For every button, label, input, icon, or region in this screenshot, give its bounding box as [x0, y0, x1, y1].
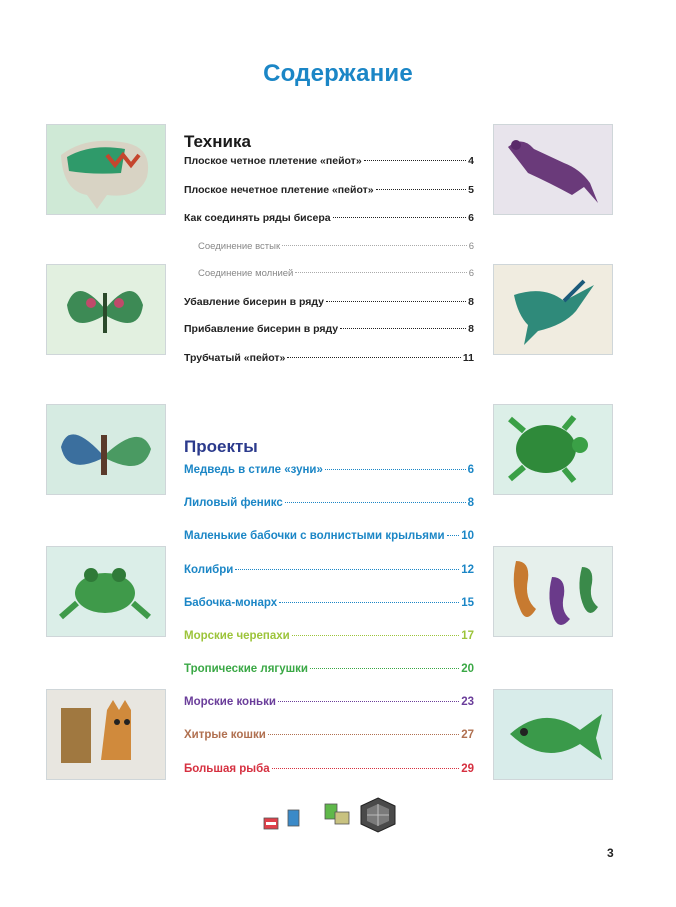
toc-subentry[interactable] — [198, 268, 474, 279]
project-entry[interactable] — [184, 564, 474, 576]
toc-entry-page: 10 — [461, 530, 474, 542]
page-title: Содержание — [263, 60, 413, 87]
toc-entry-label: Тропические лягушки — [184, 663, 308, 675]
toc-entry[interactable] — [184, 323, 474, 335]
project-entry[interactable] — [184, 763, 474, 775]
seahorse-photo — [493, 546, 613, 637]
hummingbird-photo — [493, 264, 613, 355]
zuni-bear-photo — [46, 124, 166, 215]
toc-entry-page: 8 — [468, 296, 474, 308]
toc-entry-label: Большая рыба — [184, 763, 270, 775]
toc-entry-label: Как соединять ряды бисера — [184, 212, 331, 224]
toc-entry-label: Морские коньки — [184, 696, 276, 708]
toc-entry-label: Лиловый феникс — [184, 497, 283, 509]
toc-entry-label: Морские черепахи — [184, 630, 290, 642]
toc-entry[interactable] — [184, 155, 474, 167]
wavy-butterfly-photo — [46, 404, 166, 495]
toc-entry-page: 15 — [461, 597, 474, 609]
toc-entry[interactable] — [184, 296, 474, 308]
toc-entry-label: Бабочка-монарх — [184, 597, 278, 609]
project-entry[interactable] — [184, 597, 474, 609]
cats-photo — [46, 689, 166, 780]
toc-entry-label: Прибавление бисерин в ряду — [184, 323, 339, 335]
toc-entry-page: 5 — [468, 184, 474, 196]
toc-entry-page: 6 — [468, 241, 474, 252]
toc-entry-page: 20 — [461, 663, 474, 675]
project-entry[interactable] — [184, 497, 474, 509]
toc-entry-label: Убавление бисерин в ряду — [184, 296, 324, 308]
toc-entry-page: 6 — [468, 268, 474, 279]
toc-entry-label: Маленькие бабочки с волнистыми крыльями — [184, 530, 445, 542]
toc-entry-page: 23 — [461, 696, 474, 708]
toc-subentry[interactable] — [198, 241, 474, 252]
toc-entry-label: Плоское четное плетение «пейот» — [184, 155, 362, 167]
toc-entry-page: 8 — [467, 497, 474, 509]
toc-entry-label: Хитрые кошки — [184, 729, 266, 741]
toc-entry-label: Соединение встык — [198, 241, 281, 252]
butterfly-photo — [46, 264, 166, 355]
page-number: 3 — [607, 846, 614, 860]
fish-photo — [493, 689, 613, 780]
project-entry[interactable] — [184, 530, 474, 542]
project-entry[interactable] — [184, 696, 474, 708]
project-entry[interactable] — [184, 729, 474, 741]
projects-heading: Проекты — [184, 437, 258, 456]
decorative-beads-icon — [262, 796, 402, 836]
toc-entry-page: 6 — [468, 212, 474, 224]
toc-entry-page: 6 — [467, 464, 474, 476]
toc-entry-page: 27 — [461, 729, 474, 741]
project-entry[interactable] — [184, 464, 474, 476]
toc-entry[interactable] — [184, 212, 474, 224]
turtle-photo — [493, 404, 613, 495]
toc-entry-label: Колибри — [184, 564, 234, 576]
toc-entry-page: 4 — [468, 155, 474, 167]
toc-entry-label: Трубчатый «пейот» — [184, 352, 286, 364]
toc-entry-label: Медведь в стиле «зуни» — [184, 464, 323, 476]
phoenix-photo — [493, 124, 613, 215]
toc-entry-label: Плоское нечетное плетение «пейот» — [184, 184, 374, 196]
toc-entry[interactable] — [184, 184, 474, 196]
toc-entry-page: 11 — [462, 352, 474, 364]
toc-entry-page: 12 — [461, 564, 474, 576]
toc-entry-page: 17 — [461, 630, 474, 642]
project-entry[interactable] — [184, 663, 474, 675]
project-entry[interactable] — [184, 630, 474, 642]
frog-photo — [46, 546, 166, 637]
toc-entry-label: Соединение молнией — [198, 268, 294, 279]
toc-entry-page: 29 — [461, 763, 474, 775]
toc-entry-page: 8 — [468, 323, 474, 335]
technique-heading: Техника — [184, 132, 251, 151]
toc-entry[interactable] — [184, 352, 474, 364]
